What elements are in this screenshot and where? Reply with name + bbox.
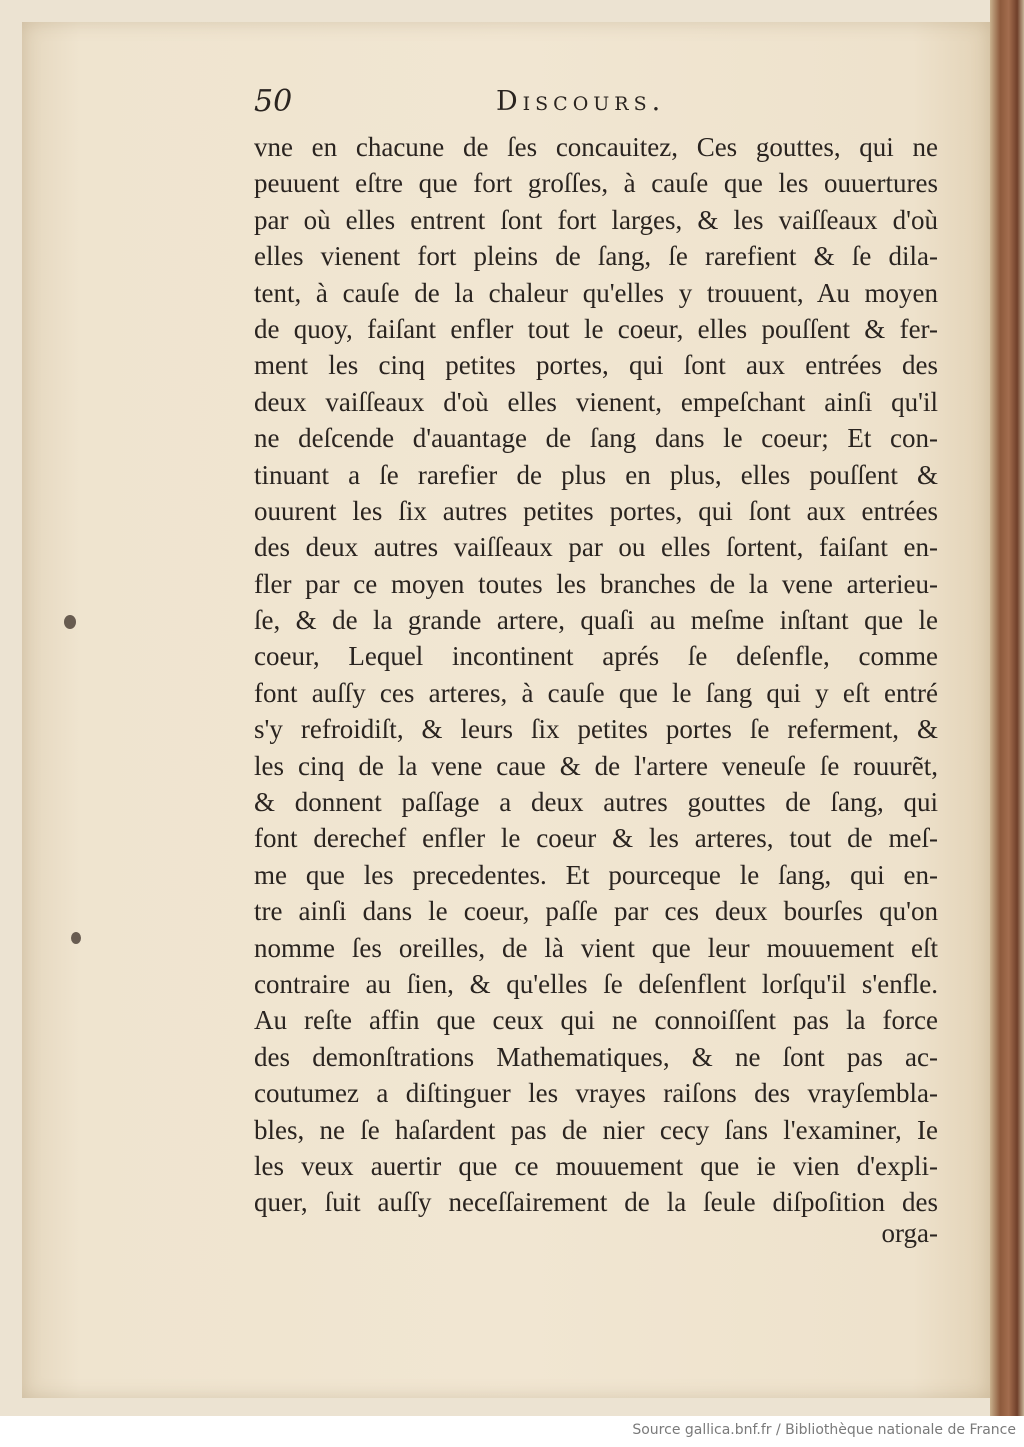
catchword: orga- — [881, 1218, 938, 1248]
text-line: quer, ſuit auſſy neceſſairement de la ſeule diſpoſition des — [254, 1187, 938, 1218]
text-line: coutumez a diſtinguer les vrayes raiſons des vrayſembla- — [254, 1078, 938, 1109]
text-line: les veux auertir que ce mouuement que ie vien d'expli- — [254, 1150, 938, 1181]
text-line: peuuent eſtre que fort groſſes, à cauſe que les ouuertures — [254, 168, 938, 199]
page-header — [254, 84, 938, 124]
text-line: elles vienent fort pleins de ſang, ſe rarefient & ſe dila- — [254, 241, 938, 272]
text-line: de quoy, faiſant enfler tout le coeur, elles pouſſent & fer- — [254, 313, 938, 344]
text-line: font auſſy ces arteres, à cauſe que le ſang qui y eſt entré — [254, 677, 938, 708]
text-line: contraire au ſien, & qu'elles ſe deſenflent lorſqu'il s'enfle. — [254, 968, 938, 999]
book-spine-edge — [990, 0, 1024, 1416]
text-line: tent, à cauſe de la chaleur qu'elles y trouuent, Au moyen — [254, 277, 938, 308]
text-line: ouurent les ſix autres petites portes, qui ſont aux entrées — [254, 495, 938, 526]
text-line: vne en chacune de ſes concauitez, Ces gouttes, qui ne — [254, 132, 938, 162]
source-credit: Source gallica.bnf.fr / Bibliothèque nationale de France — [632, 1422, 1016, 1438]
text-line: Au reſte affin que ceux qui ne connoiſſent pas la force — [254, 1005, 938, 1036]
text-line: tinuant a ſe rarefier de plus en plus, elles pouſſent & — [254, 459, 938, 490]
text-line: coeur, Lequel incontinent aprés ſe deſenfle, comme — [254, 641, 938, 672]
ink-blot-mark — [71, 932, 81, 944]
running-head: Discours. — [496, 86, 666, 117]
text-line: & donnent paſſage a deux autres gouttes de ſang, qui — [254, 787, 938, 818]
text-line: s'y refroidiſt, & leurs ſix petites portes ſe referment, & — [254, 714, 938, 745]
text-line: nomme ſes oreilles, de là vient que leur mouuement eſt — [254, 932, 938, 963]
text-line: par où elles entrent ſont fort larges, & les vaiſſeaux d'où — [254, 204, 938, 235]
text-line: ment les cinq petites portes, qui ſont aux entrées des — [254, 350, 938, 381]
text-line: des demonſtrations Mathematiques, & ne ſont pas ac- — [254, 1041, 938, 1072]
text-line: deux vaiſſeaux d'où elles vienent, empeſchant ainſi qu'il — [254, 386, 938, 417]
text-line: tre ainſi dans le coeur, paſſe par ces deux bourſes qu'on — [254, 896, 938, 927]
text-line: font derechef enfler le coeur & les arteres, tout de meſ- — [254, 823, 938, 854]
text-line: fler par ce moyen toutes les branches de la vene arterieu- — [254, 568, 938, 599]
text-line: les cinq de la vene caue & de l'artere veneuſe ſe rouurẽt, — [254, 750, 938, 781]
text-line: ſe, & de la grande artere, quaſi au meſme inſtant que le — [254, 605, 938, 636]
source-footer — [0, 1416, 1024, 1447]
text-line: des deux autres vaiſſeaux par ou elles ſortent, faiſant en- — [254, 532, 938, 563]
text-line: ne deſcende d'auantage de ſang dans le coeur; Et con- — [254, 423, 938, 454]
body-text — [254, 129, 938, 1221]
text-line: bles, ne ſe haſardent pas de nier cecy ſans l'examiner, Ie — [254, 1114, 938, 1145]
text-line: me que les precedentes. Et pourceque le ſang, qui en- — [254, 859, 938, 890]
page-number: 50 — [254, 84, 293, 119]
ink-blot-mark — [64, 615, 76, 629]
